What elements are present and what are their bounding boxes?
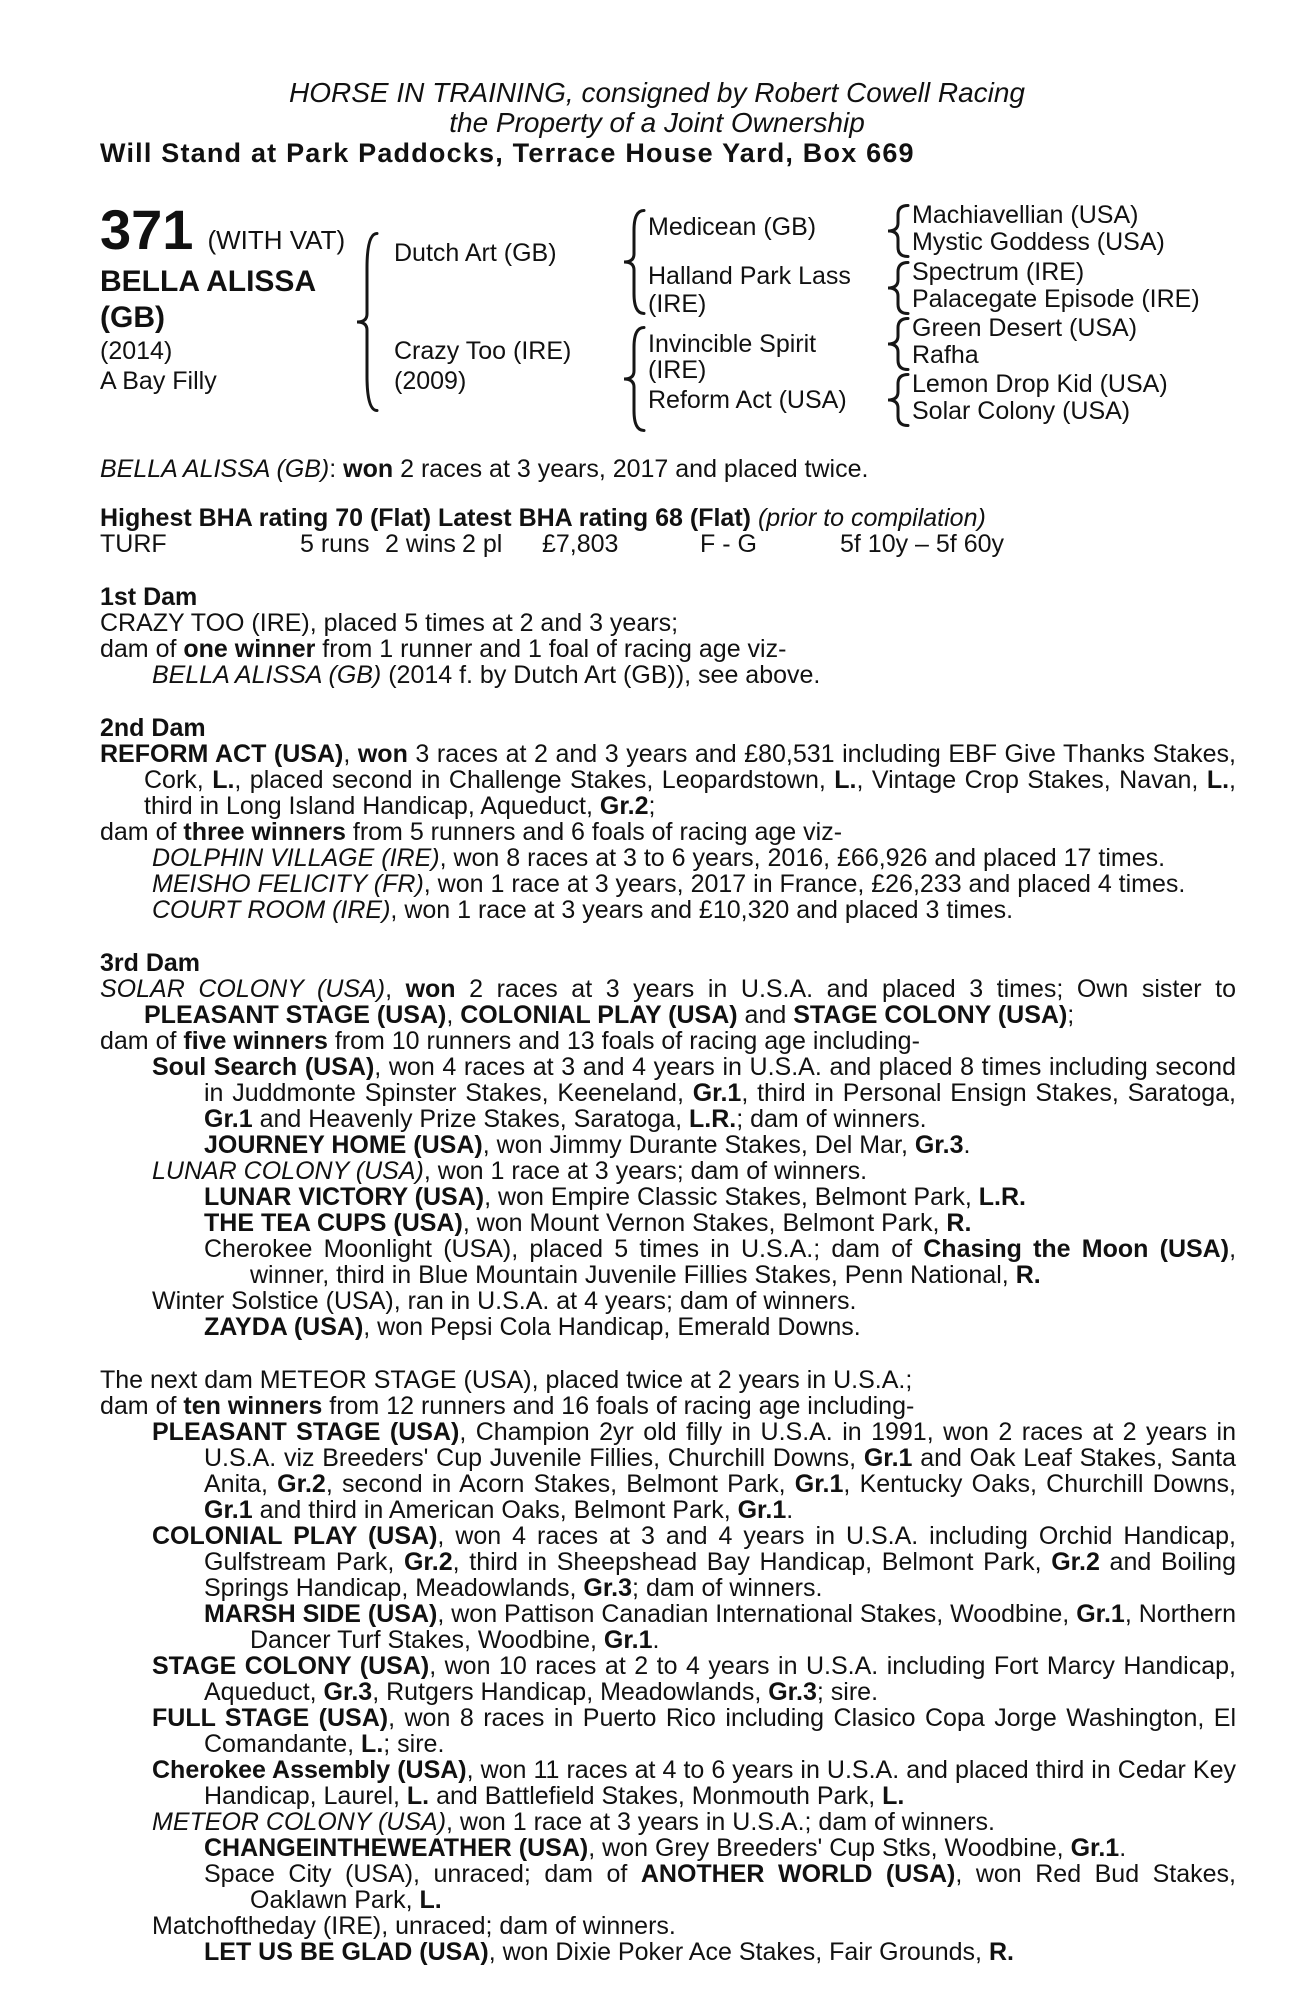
pedigree-paragraph: JOURNEY HOME (USA), won Jimmy Durante Stakes, Del Mar, Gr.3.: [204, 1131, 971, 1159]
pedigree-paragraph: dam of ten winners from 12 runners and 16 foals of racing age including-: [100, 1392, 915, 1420]
catalogue-sections: [100, 584, 1236, 1965]
turf-going: F - G: [700, 530, 757, 558]
pedigree-paragraph: SOLAR COLONY (USA), won 2 races at 3 years in U.S.A. and placed 3 times; Own sister to PLEASANT STAGE (USA), COLONIAL PLAY (USA) and STAGE COLONY (USA);: [100, 975, 1236, 1029]
pedigree-paragraph: FULL STAGE (USA), won 8 races in Puerto Rico including Clasico Copa Jorge Washington, El Comandante, L.; sire.: [152, 1704, 1236, 1758]
brace-icon: [622, 326, 646, 437]
brace-icon: [886, 261, 910, 320]
ancestor-name: Machiavellian (USA): [912, 201, 1139, 229]
grandparents-pair: [912, 371, 1168, 425]
pedigree-paragraph: Winter Solstice (USA), ran in U.S.A. at 4 years; dam of winners.: [152, 1287, 857, 1315]
sire-of-sire: Medicean (GB): [648, 213, 817, 241]
pedigree-table: [100, 198, 1236, 444]
pedigree-paragraph: COURT ROOM (IRE), won 1 race at 3 years and £10,320 and placed 3 times.: [152, 896, 1014, 924]
pedigree-paragraph: STAGE COLONY (USA), won 10 races at 2 to 4 years in U.S.A. including Fort Marcy Handicap, Aqueduct, Gr.3, Rutgers Handicap, Meadowlands, Gr.3; sire.: [152, 1652, 1236, 1706]
pedigree-paragraph: dam of five winners from 10 runners and 13 foals of racing age including-: [100, 1027, 920, 1055]
ancestor-name: Solar Colony (USA): [912, 397, 1131, 425]
pedigree-paragraph: CHANGEINTHEWEATHER (USA), won Grey Breeders' Cup Stks, Woodbine, Gr.1.: [204, 1834, 1127, 1862]
dam-name: [394, 336, 571, 396]
turf-runs: 5 runs: [300, 530, 370, 558]
header-line-3: Will Stand at Park Paddocks, Terrace House Yard, Box 669: [100, 138, 915, 168]
section-heading: 3rd Dam: [100, 949, 201, 977]
pedigree-section: [100, 1367, 1236, 1965]
ancestor-name: Spectrum (IRE): [912, 258, 1085, 286]
pedigree-paragraph: MARSH SIDE (USA), won Pattison Canadian International Stakes, Woodbine, Gr.1, Northern Dancer Turf Stakes, Woodbine, Gr.1.: [204, 1600, 1237, 1654]
pedigree-paragraph: PLEASANT STAGE (USA), Champion 2yr old filly in U.S.A. in 1991, won 2 races at 2 years in U.S.A. viz Breeders' Cup Juvenile Fillies, Churchill Downs, Gr.1 and Oak Leaf Stakes, Santa Anita, Gr.2, second in Acorn Stakes, Belmont Park, Gr.1, Kentucky Oaks, Churchill Downs, Gr.1 and third in American Oaks, Belmont Park, Gr.1.: [152, 1418, 1236, 1524]
dam-of-sire: Halland Park Lass (IRE): [648, 262, 851, 318]
pedigree-paragraph: LUNAR VICTORY (USA), won Empire Classic Stakes, Belmont Park, L.R.: [204, 1183, 1026, 1211]
lot-number: 371: [100, 198, 194, 261]
grandparents-pair: [912, 259, 1200, 313]
turf-places: 2 pl: [462, 530, 503, 558]
sire-name: Dutch Art (GB): [394, 239, 557, 267]
ancestor-name: Rafha: [912, 341, 979, 369]
lot-block: [100, 198, 350, 396]
section-heading: 2nd Dam: [100, 714, 206, 742]
ancestor-name: Green Desert (USA): [912, 314, 1138, 342]
ancestor-name: Palacegate Episode (IRE): [912, 285, 1200, 313]
pedigree-paragraph: Soul Search (USA), won 4 races at 3 and 4 years in U.S.A. and placed 8 times including second in Juddmonte Spinster Stakes, Keeneland, Gr.1, third in Personal Ensign Stakes, Saratoga, Gr.1 and Heavenly Prize Stakes, Saratoga, L.R.; dam of winners.: [152, 1053, 1237, 1133]
section-heading: 1st Dam: [100, 583, 198, 611]
turf-surface: TURF: [100, 530, 167, 558]
pedigree-paragraph: LET US BE GLAD (USA), won Dixie Poker Ace Stakes, Fair Grounds, R.: [204, 1938, 1014, 1966]
ratings-line: Highest BHA rating 70 (Flat) Latest BHA rating 68 (Flat) (prior to compilation): [100, 504, 986, 532]
pedigree-paragraph: Cherokee Moonlight (USA), placed 5 times in U.S.A.; dam of Chasing the Moon (USA), winner, third in Blue Mountain Juvenile Fillies Stakes, Penn National, R.: [204, 1235, 1237, 1289]
ancestor-name: Mystic Goddess (USA): [912, 228, 1165, 256]
pedigree-paragraph: COLONIAL PLAY (USA), won 4 races at 3 and 4 years in U.S.A. including Orchid Handicap, Gulfstream Park, Gr.2, third in Sheepshead Bay Handicap, Belmont Park, Gr.2 and Boiling Springs Handicap, Meadowlands, Gr.3; dam of winners.: [152, 1522, 1236, 1602]
dam-of-dam: Reform Act (USA): [648, 386, 847, 414]
brace-icon: [622, 209, 646, 320]
header-line-1: HORSE IN TRAINING, consigned by Robert Cowell Racing: [288, 77, 1026, 108]
pedigree-paragraph: MEISHO FELICITY (FR), won 1 race at 3 years, 2017 in France, £26,233 and placed 4 times.: [152, 870, 1186, 898]
vat-note: (WITH VAT): [207, 225, 346, 255]
race-summary: BELLA ALISSA (GB): won 2 races at 3 years, 2017 and placed twice.: [100, 455, 869, 483]
grandparents-pair: [912, 315, 1137, 369]
brace-icon: [886, 317, 910, 376]
turf-earnings: £7,803: [542, 530, 619, 558]
pedigree-paragraph: REFORM ACT (USA), won 3 races at 2 and 3 years and £80,531 including EBF Give Thanks Stakes, Cork, L., placed second in Challenge Stakes, Leopardstown, L., Vintage Crop Stakes, Navan, L., third in Long Island Handicap, Aqueduct, Gr.2;: [100, 740, 1236, 820]
pedigree-paragraph: METEOR COLONY (USA), won 1 race at 3 years in U.S.A.; dam of winners.: [152, 1808, 995, 1836]
brace-icon: [355, 232, 379, 417]
turf-distances: 5f 10y – 5f 60y: [840, 530, 1005, 558]
pedigree-paragraph: LUNAR COLONY (USA), won 1 race at 3 years; dam of winners.: [152, 1157, 868, 1185]
pedigree-paragraph: Space City (USA), unraced; dam of ANOTHER WORLD (USA), won Red Bud Stakes, Oaklawn Park, L.: [204, 1860, 1236, 1914]
color-sex-description: A Bay Filly: [100, 367, 217, 395]
pedigree-paragraph: dam of one winner from 1 runner and 1 foal of racing age viz-: [100, 635, 787, 663]
turf-stats-row: [100, 531, 1236, 557]
pedigree-section: [100, 950, 1236, 1340]
sire-of-dam: Invincible Spirit (IRE): [648, 330, 817, 384]
header-line-2: the Property of a Joint Ownership: [449, 107, 865, 138]
pedigree-paragraph: Matchoftheday (IRE), unraced; dam of winners.: [152, 1912, 676, 1940]
pedigree-paragraph: DOLPHIN VILLAGE (IRE), won 8 races at 3 to 6 years, 2016, £66,926 and placed 17 times.: [152, 844, 1166, 872]
turf-wins: 2 wins: [385, 530, 456, 558]
ancestor-name: Lemon Drop Kid (USA): [912, 370, 1168, 398]
foaling-year: (2014): [100, 337, 173, 365]
pedigree-paragraph: CRAZY TOO (IRE), placed 5 times at 2 and 3 years;: [100, 609, 679, 637]
brace-icon: [886, 373, 910, 432]
pedigree-section: [100, 584, 1236, 688]
dam-year-line: (2009): [394, 367, 467, 395]
grandparents-pair: [912, 202, 1165, 256]
pedigree-paragraph: THE TEA CUPS (USA), won Mount Vernon Stakes, Belmont Park, R.: [204, 1209, 972, 1237]
dam-name-line: Crazy Too (IRE): [394, 337, 572, 365]
pedigree-paragraph: Cherokee Assembly (USA), won 11 races at 4 to 6 years in U.S.A. and placed third in Cedar Key Handicap, Laurel, L. and Battlefield Stakes, Monmouth Park, L.: [152, 1756, 1236, 1810]
pedigree-section: [100, 715, 1236, 923]
pedigree-paragraph: The next dam METEOR STAGE (USA), placed twice at 2 years in U.S.A.;: [100, 1366, 913, 1394]
pedigree-paragraph: BELLA ALISSA (GB) (2014 f. by Dutch Art (GB)), see above.: [152, 661, 821, 689]
brace-icon: [886, 204, 910, 263]
horse-name: BELLA ALISSA (GB): [100, 265, 315, 334]
pedigree-paragraph: ZAYDA (USA), won Pepsi Cola Handicap, Emerald Downs.: [204, 1313, 861, 1341]
pedigree-paragraph: dam of three winners from 5 runners and 6 foals of racing age viz-: [100, 818, 843, 846]
